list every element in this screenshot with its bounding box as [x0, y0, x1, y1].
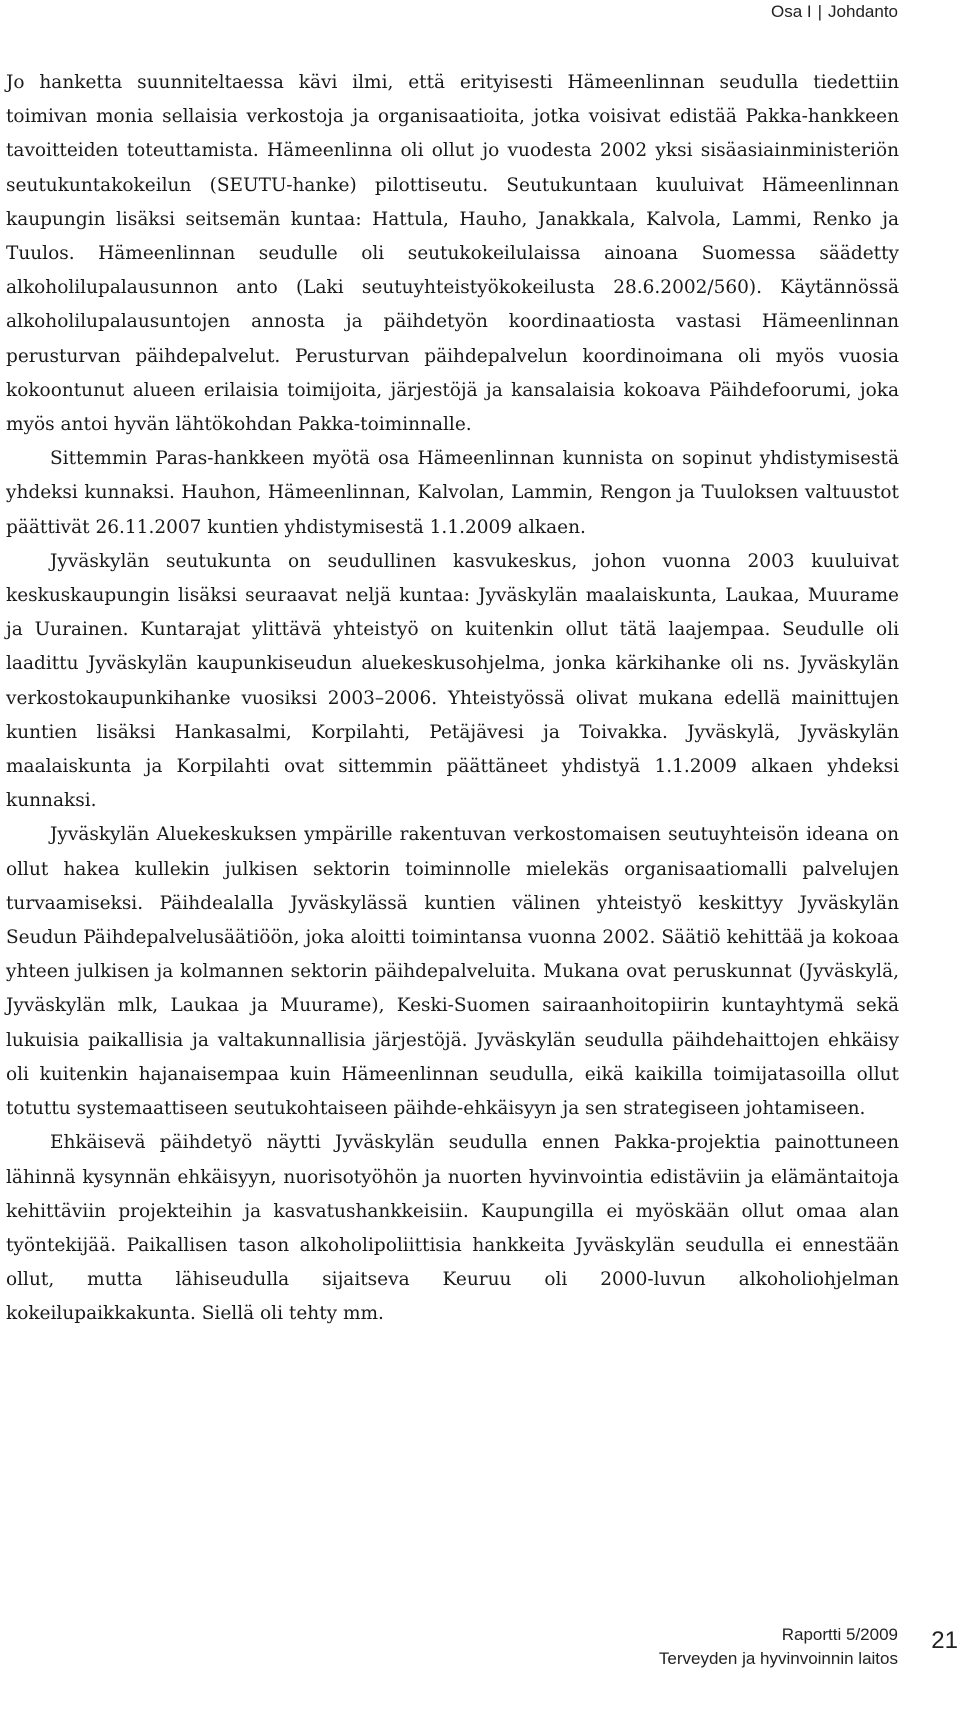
body-text — [6, 66, 899, 1332]
footer-report: Raportti 5/2009 — [781, 1625, 898, 1644]
paragraph: Jyväskylän Aluekeskuksen ympärille rakentuvan verkostomaisen seutuyhteisön ideana on ollut hakea kullekin julkisen sektorin toiminnolle mielekäs organisaatiomalli palvelujen turvaamiseksi. Päihdealalla Jyväskylässä kuntien välinen yhteistyö keskittyy Jyväskylän Seudun Päihdepalvelusäätiöön, joka aloitti toimintansa vuonna 2002. Säätiö kehittää ja kokoaa yhteen julkisen ja kolmannen sektorin päihdepalveluita. Mukana ovat peruskunnat (Jyväskylä, Jyväskylän mlk, Laukaa ja Muurame), Keski-Suomen sairaanhoitopiirin kuntayhtymä sekä lukuisia paikallisia ja valtakunnallisia järjestöjä. Jyväskylän seudulla päihdehaittojen ehkäisy oli kuitenkin hajanaisempaa kuin Hämeenlinnan seudulla, eikä kaikilla toimijatasoilla ollut totuttu systemaattiseen seutukohtaiseen päihde-ehkäisyyn ja sen strategiseen johtamiseen. — [6, 824, 899, 1120]
paragraph: Jo hanketta suunniteltaessa kävi ilmi, että erityisesti Hämeenlinnan seudulla tiedettiin toimivan monia sellaisia verkostoja ja organisaatioita, jotka voisivat edistää Pakka-hankkeen tavoitteiden toteuttamista. Hämeenlinna oli ollut jo vuodesta 2002 yksi sisäasiainministeriön seutukuntakokeilun (SEUTU-hanke) pilottiseutu. Seutukuntaan kuuluivat Hämeenlinnan kaupungin lisäksi seitsemän kuntaa: Hattula, Hauho, Janakkala, Kalvola, Lammi, Renko ja Tuulos. Hämeenlinnan seudulle oli seutukokeilulaissa ainoana Suomessa säädetty alkoholilupalausunnon anto (Laki seutuyhteistyökokeilusta 28.6.2002/560). Käytännössä alkoholilupalausuntojen annosta ja päihdetyön koordinaatiosta vastasi Hämeenlinnan perusturvan päihdepalvelut. Perusturvan päihdepalvelun koordinoimana oli myös vuosia kokoontunut alueen erilaisia toimijoita, järjestöjä ja kansalaisia kokoava Päihdefoorumi, joka myös antoi hyvän lähtökohdan Pakka-toiminnalle. — [6, 72, 899, 436]
footer-publisher: Terveyden ja hyvinvoinnin laitos — [658, 1649, 898, 1668]
running-head-separator: | — [817, 2, 823, 21]
running-head-chapter: Johdanto — [828, 2, 898, 21]
running-head-section: Osa I — [771, 2, 812, 21]
paragraph: Ehkäisevä päihdetyö näytti Jyväskylän seudulla ennen Pakka-projektia painottuneen lähinnä kysynnän ehkäisyyn, nuorisotyöhön ja nuorten hyvinvointia edistäviin ja elämäntaitoja kehittäviin projekteihin ja kasvatushankkeisiin. Kaupungilla ei myöskään ollut omaa alan työntekijää. Paikallisen tason alkoholipoliittisia hankkeita Jyväskylän seudulla ei ennestään ollut, mutta lähiseudulla sijaitseva Keuruu oli 2000-luvun alkoholiohjelman kokeilupaikkakunta. Siellä oli tehty mm. — [6, 1132, 899, 1325]
running-head — [771, 0, 898, 24]
paragraph: Sittemmin Paras-hankkeen myötä osa Hämeenlinnan kunnista on sopinut yhdistymisestä yhdeksi kunnaksi. Hauhon, Hämeenlinnan, Kalvolan, Lammin, Rengon ja Tuuloksen valtuustot päättivät 26.11.2007 kuntien yhdistymisestä 1.1.2009 alkaen. — [6, 448, 899, 538]
page-footer — [659, 1623, 898, 1671]
page-number: 21 — [931, 1627, 958, 1654]
paragraph: Jyväskylän seutukunta on seudullinen kasvukeskus, johon vuonna 2003 kuuluivat keskuskaupungin lisäksi seuraavat neljä kuntaa: Jyväskylän maalaiskunta, Laukaa, Muurame ja Uurainen. Kuntarajat ylittävä yhteistyö on kuitenkin ollut tätä laajempaa. Seudulle oli laadittu Jyväskylän kaupunkiseudun aluekeskusohjelma, jonka kärkihanke oli ns. Jyväskylän verkostokaupunkihanke vuosiksi 2003–2006. Yhteistyössä olivat mukana edellä mainittujen kuntien lisäksi Hankasalmi, Korpilahti, Petäjävesi ja Toivakka. Jyväskylä, Jyväskylän maalaiskunta ja Korpilahti ovat sittemmin päättäneet yhdistyä 1.1.2009 alkaen yhdeksi kunnaksi. — [6, 550, 899, 812]
